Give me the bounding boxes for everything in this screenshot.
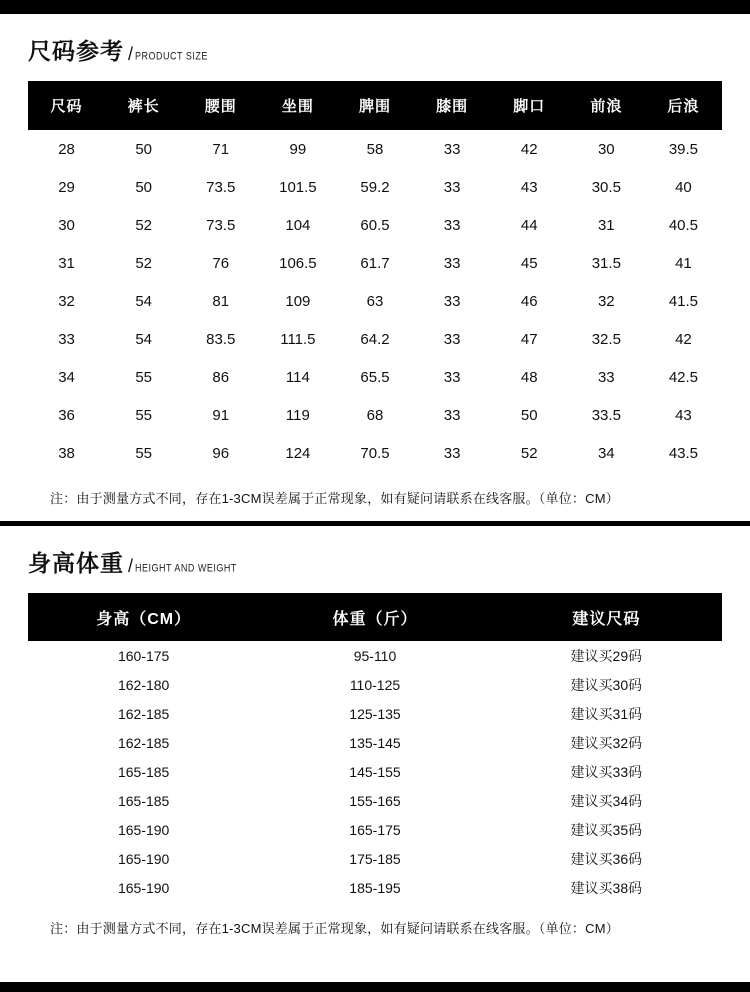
cell-size: 36: [28, 396, 105, 434]
cell-recommended-size: 建议买29码: [491, 641, 722, 670]
cell-weight: 175-185: [259, 844, 490, 873]
cell-waist: 73.5: [182, 168, 259, 206]
cell-front-rise: 30.5: [568, 168, 645, 206]
cell-pant-length: 52: [105, 206, 182, 244]
product-size-title-slash: /: [128, 44, 134, 64]
cell-front-rise: 32: [568, 282, 645, 320]
cell-leg-opening: 45: [491, 244, 568, 282]
hw-col-header-recommended-size: 建议尺码: [491, 593, 722, 641]
cell-waist: 83.5: [182, 320, 259, 358]
cell-hip: 104: [259, 206, 336, 244]
cell-weight: 135-145: [259, 728, 490, 757]
height-weight-title-slash: /: [128, 556, 134, 576]
table-row: [28, 641, 722, 670]
cell-front-rise: 30: [568, 130, 645, 168]
cell-pant-length: 55: [105, 396, 182, 434]
cell-recommended-size: 建议买35码: [491, 815, 722, 844]
cell-weight: 145-155: [259, 757, 490, 786]
cell-front-rise: 31.5: [568, 244, 645, 282]
cell-front-rise: 34: [568, 434, 645, 472]
cell-hip: 99: [259, 130, 336, 168]
cell-height: 162-185: [28, 699, 259, 728]
cell-knee: 33: [414, 396, 491, 434]
height-weight-table-note: 注：由于测量方式不同，存在1-3CM误差属于正常现象，如有疑问请联系在线客服。（单位：CM）: [50, 921, 619, 936]
table-row: [28, 396, 722, 434]
table-row: [28, 699, 722, 728]
cell-back-rise: 43: [645, 396, 722, 434]
table-row: [28, 815, 722, 844]
cell-height: 162-185: [28, 728, 259, 757]
cell-front-rise: 31: [568, 206, 645, 244]
cell-recommended-size: 建议买33码: [491, 757, 722, 786]
height-weight-heading: [28, 552, 722, 575]
cell-knee: 33: [414, 168, 491, 206]
cell-thigh: 59.2: [336, 168, 413, 206]
height-weight-section: [0, 552, 750, 937]
table-row: [28, 206, 722, 244]
cell-leg-opening: 46: [491, 282, 568, 320]
table-row: [28, 130, 722, 168]
cell-back-rise: 42: [645, 320, 722, 358]
section-divider-wrap: [0, 521, 750, 526]
height-weight-title-cn: 身高体重: [28, 550, 124, 576]
table-row: [28, 244, 722, 282]
cell-hip: 101.5: [259, 168, 336, 206]
cell-size: 33: [28, 320, 105, 358]
hw-col-header-weight: 体重（斤）: [259, 593, 490, 641]
cell-recommended-size: 建议买32码: [491, 728, 722, 757]
size-table: [28, 81, 722, 472]
size-col-header-waist: 腰围: [182, 81, 259, 130]
cell-waist: 76: [182, 244, 259, 282]
cell-back-rise: 40: [645, 168, 722, 206]
table-row: [28, 168, 722, 206]
cell-back-rise: 43.5: [645, 434, 722, 472]
top-black-bar: [0, 0, 750, 14]
cell-thigh: 68: [336, 396, 413, 434]
table-row: [28, 434, 722, 472]
cell-front-rise: 32.5: [568, 320, 645, 358]
cell-pant-length: 54: [105, 320, 182, 358]
table-row: [28, 670, 722, 699]
cell-size: 29: [28, 168, 105, 206]
cell-leg-opening: 47: [491, 320, 568, 358]
cell-thigh: 70.5: [336, 434, 413, 472]
cell-pant-length: 55: [105, 358, 182, 396]
size-col-header-pant-length: 裤长: [105, 81, 182, 130]
cell-size: 28: [28, 130, 105, 168]
cell-front-rise: 33: [568, 358, 645, 396]
cell-knee: 33: [414, 434, 491, 472]
cell-pant-length: 55: [105, 434, 182, 472]
table-row: [28, 757, 722, 786]
cell-hip: 124: [259, 434, 336, 472]
cell-thigh: 60.5: [336, 206, 413, 244]
cell-pant-length: 50: [105, 168, 182, 206]
size-col-header-leg-opening: 脚口: [491, 81, 568, 130]
product-size-title-en: PRODUCT SIZE: [135, 49, 208, 62]
hw-col-header-height: 身高（CM）: [28, 593, 259, 641]
cell-thigh: 61.7: [336, 244, 413, 282]
cell-knee: 33: [414, 282, 491, 320]
table-row: [28, 358, 722, 396]
cell-size: 34: [28, 358, 105, 396]
cell-height: 160-175: [28, 641, 259, 670]
cell-hip: 106.5: [259, 244, 336, 282]
cell-height: 162-180: [28, 670, 259, 699]
cell-leg-opening: 43: [491, 168, 568, 206]
cell-leg-opening: 42: [491, 130, 568, 168]
size-col-header-front-rise: 前浪: [568, 81, 645, 130]
cell-recommended-size: 建议买36码: [491, 844, 722, 873]
size-col-header-hip: 坐围: [259, 81, 336, 130]
cell-thigh: 63: [336, 282, 413, 320]
height-weight-table-head: [28, 593, 722, 641]
cell-back-rise: 39.5: [645, 130, 722, 168]
table-row: [28, 786, 722, 815]
cell-weight: 155-165: [259, 786, 490, 815]
cell-weight: 125-135: [259, 699, 490, 728]
size-table-note: 注：由于测量方式不同，存在1-3CM误差属于正常现象，如有疑问请联系在线客服。（单位：CM）: [50, 491, 619, 506]
height-weight-header-row: [28, 593, 722, 641]
cell-weight: 110-125: [259, 670, 490, 699]
cell-waist: 86: [182, 358, 259, 396]
cell-back-rise: 41.5: [645, 282, 722, 320]
cell-height: 165-185: [28, 786, 259, 815]
section-divider: [0, 521, 750, 526]
table-row: [28, 844, 722, 873]
cell-waist: 73.5: [182, 206, 259, 244]
cell-leg-opening: 48: [491, 358, 568, 396]
size-col-header-size: 尺码: [28, 81, 105, 130]
cell-recommended-size: 建议买30码: [491, 670, 722, 699]
cell-knee: 33: [414, 130, 491, 168]
table-row: [28, 282, 722, 320]
cell-back-rise: 41: [645, 244, 722, 282]
cell-recommended-size: 建议买38码: [491, 873, 722, 902]
cell-waist: 96: [182, 434, 259, 472]
cell-height: 165-185: [28, 757, 259, 786]
cell-hip: 111.5: [259, 320, 336, 358]
product-size-section: [0, 40, 750, 507]
size-col-header-thigh: 脾围: [336, 81, 413, 130]
cell-pant-length: 50: [105, 130, 182, 168]
product-size-heading: [28, 40, 722, 63]
cell-weight: 165-175: [259, 815, 490, 844]
cell-height: 165-190: [28, 873, 259, 902]
product-size-title-cn: 尺码参考: [28, 38, 124, 64]
cell-size: 31: [28, 244, 105, 282]
cell-weight: 95-110: [259, 641, 490, 670]
cell-size: 30: [28, 206, 105, 244]
cell-size: 38: [28, 434, 105, 472]
size-col-header-knee: 膝围: [414, 81, 491, 130]
cell-leg-opening: 44: [491, 206, 568, 244]
cell-knee: 33: [414, 244, 491, 282]
height-weight-table-body: [28, 641, 722, 902]
size-col-header-back-rise: 后浪: [645, 81, 722, 130]
cell-waist: 81: [182, 282, 259, 320]
cell-knee: 33: [414, 206, 491, 244]
height-weight-title-en: HEIGHT AND WEIGHT: [135, 561, 237, 574]
cell-hip: 109: [259, 282, 336, 320]
cell-back-rise: 42.5: [645, 358, 722, 396]
height-weight-table: [28, 593, 722, 902]
table-row: [28, 873, 722, 902]
cell-height: 165-190: [28, 844, 259, 873]
cell-thigh: 65.5: [336, 358, 413, 396]
cell-hip: 114: [259, 358, 336, 396]
cell-waist: 91: [182, 396, 259, 434]
cell-height: 165-190: [28, 815, 259, 844]
cell-back-rise: 40.5: [645, 206, 722, 244]
cell-hip: 119: [259, 396, 336, 434]
size-table-body: [28, 130, 722, 472]
cell-waist: 71: [182, 130, 259, 168]
size-table-header-row: [28, 81, 722, 130]
cell-recommended-size: 建议买34码: [491, 786, 722, 815]
cell-weight: 185-195: [259, 873, 490, 902]
cell-recommended-size: 建议买31码: [491, 699, 722, 728]
table-row: [28, 728, 722, 757]
cell-size: 32: [28, 282, 105, 320]
cell-thigh: 58: [336, 130, 413, 168]
bottom-black-bar: [0, 982, 750, 992]
cell-pant-length: 54: [105, 282, 182, 320]
cell-thigh: 64.2: [336, 320, 413, 358]
cell-leg-opening: 50: [491, 396, 568, 434]
cell-knee: 33: [414, 320, 491, 358]
size-table-head: [28, 81, 722, 130]
cell-front-rise: 33.5: [568, 396, 645, 434]
table-row: [28, 320, 722, 358]
cell-pant-length: 52: [105, 244, 182, 282]
cell-knee: 33: [414, 358, 491, 396]
cell-leg-opening: 52: [491, 434, 568, 472]
